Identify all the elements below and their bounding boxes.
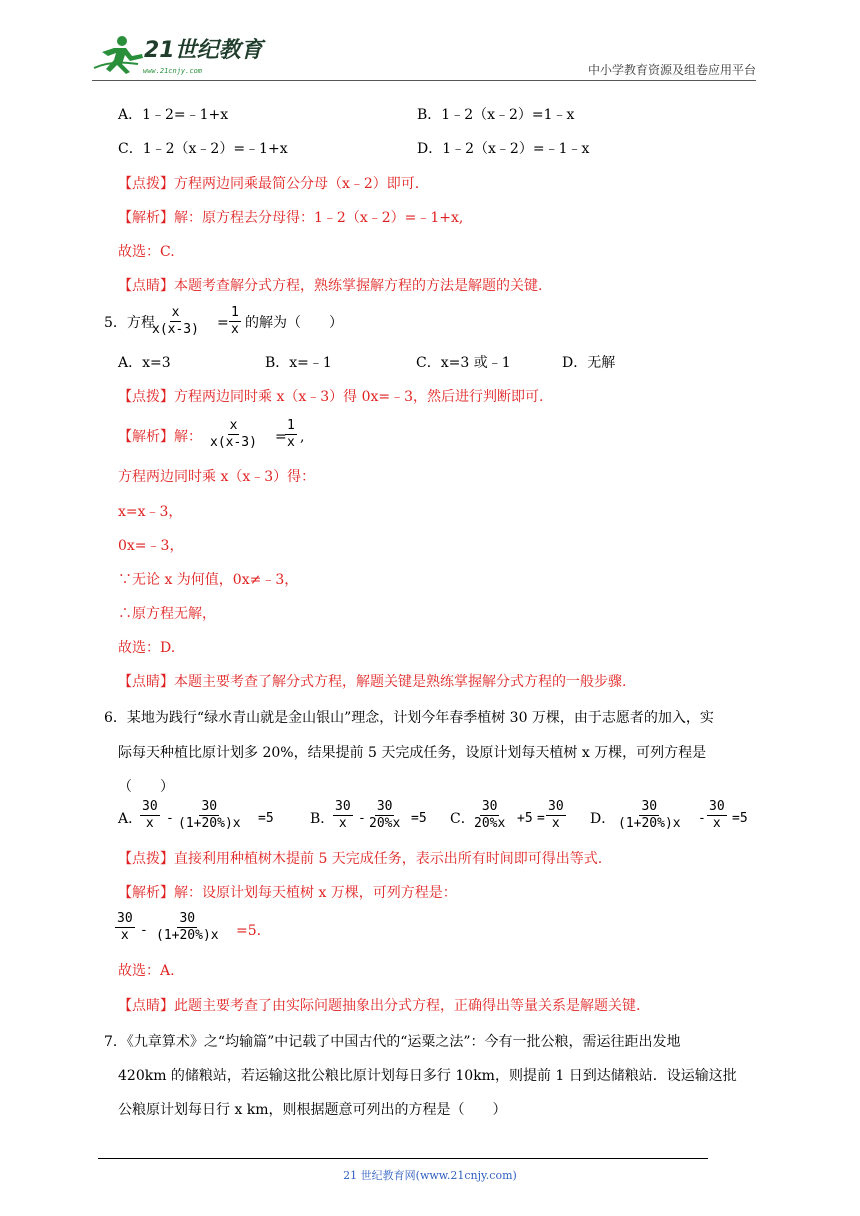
q5-analysis-tail: , bbox=[300, 429, 305, 445]
fraction-denominator: x bbox=[338, 815, 347, 831]
q4-choice: 故选：C. bbox=[118, 244, 175, 260]
q5-stem-fraction-left bbox=[150, 306, 201, 336]
fraction-denominator: 20%x bbox=[474, 815, 506, 831]
fraction-numerator: 30 bbox=[142, 799, 158, 814]
q5-stem-fraction-right bbox=[229, 306, 241, 336]
q6-option-a-eq5: =5 bbox=[258, 811, 274, 826]
fraction-numerator: 30 bbox=[335, 799, 351, 814]
q5-step-1: 方程两边同时乘 x（x﹣3）得： bbox=[118, 469, 316, 485]
q6-option-b-frac-2 bbox=[367, 800, 402, 830]
q7-stem-line-2: 420km 的储粮站，若运输这批公粮比原计划每日多行 10km，则提前 1 日到达储粮站．设运输这批 bbox=[118, 1068, 737, 1084]
fraction-denominator: (1+20%)x bbox=[618, 815, 681, 831]
q4-hint: 【点拨】方程两边同乘最简公分母（x﹣2）即可. bbox=[118, 176, 420, 192]
q6-option-d-eq5: =5 bbox=[732, 811, 748, 826]
fraction-numerator: x bbox=[229, 418, 238, 433]
q5-stem-suffix: 的解为（ ） bbox=[245, 315, 343, 331]
q6-option-c-label: C． bbox=[450, 811, 475, 827]
q5-option-a: A．x=3 bbox=[118, 355, 171, 371]
q6-option-b-eq5: =5 bbox=[411, 811, 427, 826]
q5-option-c: C．x=3 或﹣1 bbox=[416, 355, 511, 371]
q6-option-b-minus: - bbox=[358, 811, 366, 826]
q5-step-4: ∵无论 x 为何值，0x≠﹣3， bbox=[118, 572, 299, 588]
logo-url: www.21cnjy.com bbox=[143, 67, 203, 75]
header-platform-text: 中小学教育资源及组卷应用平台 bbox=[587, 63, 756, 77]
q6-option-d-label: D． bbox=[590, 811, 616, 827]
footer-divider bbox=[98, 1158, 708, 1159]
q5-option-d: D．无解 bbox=[562, 355, 616, 371]
q5-analysis-fraction-left bbox=[208, 419, 259, 449]
fraction-denominator: x bbox=[231, 321, 239, 337]
q6-comment: 【点睛】此题主要考查了由实际问题抽象出分式方程，正确得出等量关系是解题关键. bbox=[118, 998, 641, 1014]
q6-option-a-frac-2 bbox=[176, 800, 243, 830]
q4-analysis: 【解析】解：原方程去分母得：1﹣2（x﹣2）=﹣1+x, bbox=[118, 210, 464, 226]
q6-hint: 【点拨】直接利用种植树木提前 5 天完成任务，表示出所有时间即可得出等式. bbox=[118, 851, 603, 867]
fraction-numerator: 1 bbox=[287, 418, 295, 433]
q7-stem-line-3: 公粮原计划每日行 x km，则根据题意可列出的方程是（ ） bbox=[118, 1102, 507, 1118]
q6-option-d-frac-2 bbox=[707, 800, 727, 830]
q5-hint: 【点拨】方程两边同时乘 x（x﹣3）得 0x=﹣3，然后进行判断即可. bbox=[118, 389, 544, 405]
fraction-numerator: 30 bbox=[709, 799, 725, 814]
footer-text: 21 世纪教育网(www.21cnjy.com) bbox=[343, 1169, 517, 1182]
fraction-numerator: 30 bbox=[376, 799, 393, 814]
q5-stem-prefix: 5．方程 bbox=[104, 315, 155, 331]
q4-option-a: A．1﹣2=﹣1+x bbox=[118, 107, 229, 123]
q6-option-b-frac-1 bbox=[333, 800, 353, 830]
q6-option-c-frac-2 bbox=[546, 800, 566, 830]
q5-choice: 故选：D. bbox=[118, 640, 176, 656]
fraction-denominator: x bbox=[712, 815, 721, 831]
fraction-numerator: 30 bbox=[641, 799, 658, 814]
q6-answer-eq: =5. bbox=[236, 923, 262, 939]
q6-stem-line-2: 际每天种植比原计划多 20%，结果提前 5 天完成任务，设原计划每天植树 x 万棵，可列方程是 bbox=[118, 745, 707, 761]
q6-answer-minus: - bbox=[140, 923, 148, 938]
q4-option-c: C．1﹣2（x﹣2）=﹣1+x bbox=[118, 141, 288, 157]
q6-stem-line-3: （ ） bbox=[118, 779, 174, 795]
fraction-numerator: 30 bbox=[117, 911, 133, 926]
fraction-numerator: 30 bbox=[179, 911, 196, 926]
q4-option-d: D．1﹣2（x﹣2）=﹣1﹣x bbox=[417, 141, 590, 157]
q5-analysis-prefix: 【解析】解： bbox=[118, 429, 202, 445]
fraction-denominator: x bbox=[287, 434, 295, 450]
q5-option-b: B．x=﹣1 bbox=[265, 355, 332, 371]
fraction-numerator: 30 bbox=[201, 799, 218, 814]
q5-step-2: x=x﹣3， bbox=[118, 504, 183, 520]
q5-analysis-fraction-right bbox=[285, 419, 297, 449]
fraction-denominator: x(x-3) bbox=[210, 434, 257, 450]
q5-stem-equals: = bbox=[217, 315, 229, 331]
header-divider bbox=[92, 80, 756, 81]
q6-option-a-label: A． bbox=[118, 811, 143, 827]
fraction-denominator: x(x-3) bbox=[152, 321, 199, 337]
q6-analysis: 【解析】解：设原计划每天植树 x 万棵，可列方程是： bbox=[118, 885, 457, 901]
fraction-numerator: x bbox=[171, 305, 180, 320]
q5-comment: 【点睛】本题主要考查了解分式方程，解题关键是熟练掌握解分式方程的一般步骤. bbox=[118, 674, 627, 690]
q5-analysis-equals: = bbox=[275, 429, 287, 445]
q6-option-c-frac-1 bbox=[472, 800, 507, 830]
fraction-numerator: 1 bbox=[231, 305, 239, 320]
q6-stem-line-1: 6．某地为践行“绿水青山就是金山银山”理念，计划今年春季植树 30 万棵，由于志愿者的加入，实 bbox=[104, 710, 714, 726]
q5-step-5: ∴原方程无解， bbox=[118, 606, 216, 622]
fraction-denominator: (1+20%)x bbox=[156, 927, 219, 943]
fraction-denominator: 20%x bbox=[369, 815, 401, 831]
q5-step-3: 0x=﹣3， bbox=[118, 538, 184, 554]
fraction-numerator: 30 bbox=[481, 799, 498, 814]
fraction-denominator: x bbox=[551, 815, 560, 831]
q4-comment: 【点睛】本题考查解分式方程，熟练掌握解方程的方法是解题的关键. bbox=[118, 278, 543, 294]
fraction-denominator: (1+20%)x bbox=[178, 815, 241, 831]
q6-option-a-frac-1 bbox=[140, 800, 160, 830]
q6-option-d-minus: - bbox=[698, 811, 706, 826]
q6-option-b-label: B． bbox=[310, 811, 335, 827]
q6-choice: 故选：A. bbox=[118, 963, 175, 979]
q6-option-c-eq: = bbox=[537, 811, 545, 826]
q7-stem-line-1: 7．《九章算术》之“均输篇”中记载了中国古代的“运粟之法”：今有一批公粮，需运往距出发地 bbox=[104, 1034, 681, 1050]
q4-option-b: B．1﹣2（x﹣2）=1﹣x bbox=[417, 107, 575, 123]
q6-option-a-minus: - bbox=[166, 811, 174, 826]
site-logo bbox=[92, 34, 262, 82]
logo-text: 21世纪教育 bbox=[144, 38, 263, 63]
q6-option-c-plus5: +5 bbox=[517, 811, 533, 826]
fraction-denominator: x bbox=[145, 815, 154, 831]
fraction-denominator: x bbox=[120, 927, 129, 943]
q6-option-d-frac-1 bbox=[616, 800, 683, 830]
q6-answer-frac-2 bbox=[154, 912, 221, 942]
q6-answer-frac-1 bbox=[115, 912, 135, 942]
fraction-numerator: 30 bbox=[548, 799, 564, 814]
